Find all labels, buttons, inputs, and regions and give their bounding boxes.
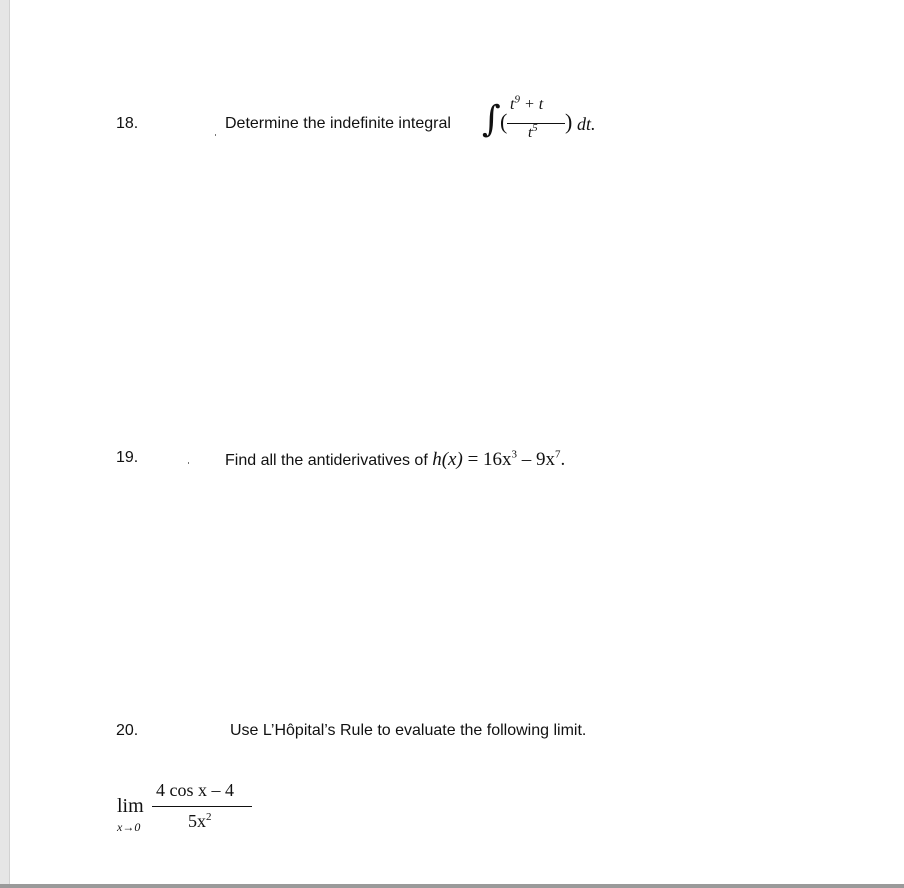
open-paren: (: [500, 109, 508, 134]
problem-18-number: 18.: [116, 115, 139, 132]
limit-expression: [114, 780, 274, 840]
function-definition: $h(x) = 16x^3 - 9x^7$.: [432, 448, 566, 470]
close-paren: ): [565, 109, 573, 134]
integral-denominator: $t^5$: [528, 122, 538, 141]
page-bottom-border: [0, 884, 904, 888]
integral-expression: [482, 93, 622, 152]
limit-numerator: 4 cos x – 4: [156, 780, 234, 800]
problem-19-number: 19.: [116, 449, 139, 466]
page-left-border: [0, 0, 10, 888]
problem-20-prompt: Use L’Hôpital’s Rule to evaluate the following limit.: [230, 722, 587, 739]
problem-18-prompt: Determine the indefinite integral: [225, 115, 451, 132]
answer-marker-18: [215, 134, 216, 136]
differential: dt.: [577, 114, 596, 134]
limit-denominator: $5x^2$: [188, 811, 212, 831]
limit-operator: lim: [117, 795, 144, 817]
answer-marker-19: [188, 462, 189, 464]
problem-19-text: Find all the antiderivatives of: [225, 452, 428, 469]
problem-20-number: 20.: [116, 722, 139, 739]
integral-sign: ∫: [482, 99, 501, 140]
limit-approach: x→0: [117, 820, 141, 834]
integral-numerator: $t^9 + t$: [510, 93, 544, 113]
limit-fraction-bar: [152, 806, 252, 807]
problem-19-prompt: [225, 449, 565, 471]
